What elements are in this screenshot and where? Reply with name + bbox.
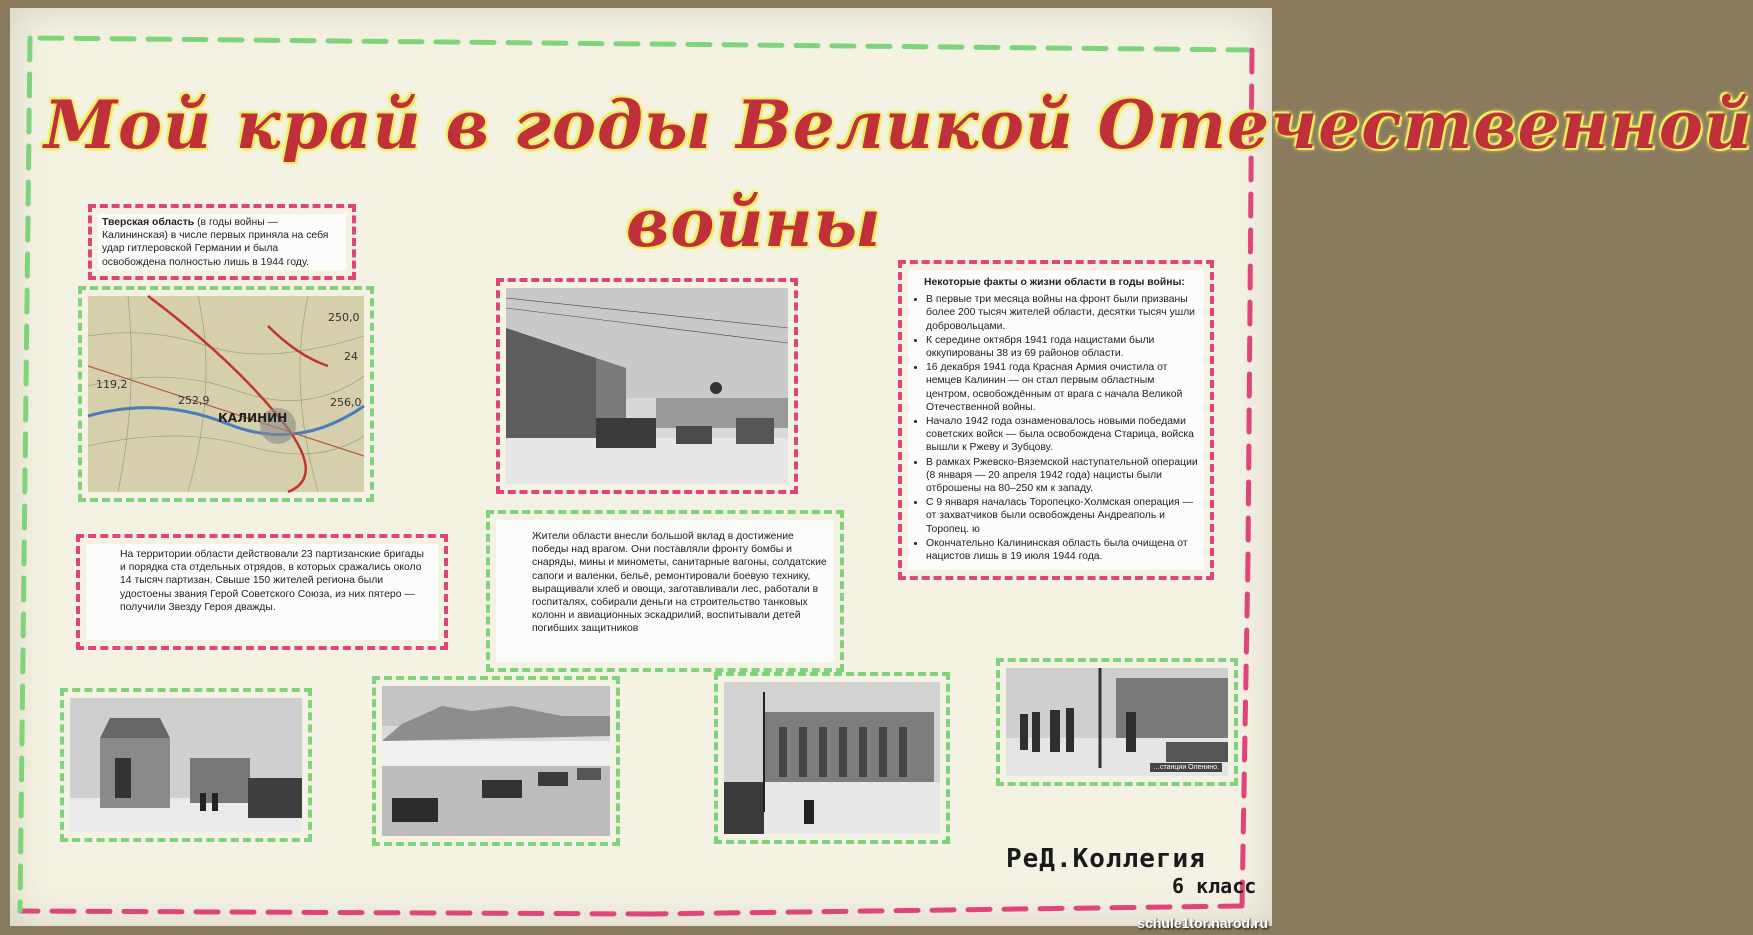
intro-bold: Тверская область [102,217,195,228]
fact-item: • В первые три месяца войны на фронт были призваны более 200 тысяч жителей области, десятки тысяч ушли добровольцами. [926,293,1198,333]
map-drawing [88,296,364,492]
fact-item: • С 9 января началась Торопецко-Холмская операция — от захватчиков были освобождены Андреаполь и Торопец. ю [926,496,1198,536]
fact-item: • Окончательно Калининская область была очищена от нацистов лишь в 19 июля 1944 года. [926,537,1198,563]
fact-item: • К середине октября 1941 года нацистами были оккупированы 38 из 69 районов области. [926,334,1198,360]
contribution-card [496,520,834,662]
signature-line2: 6 класс [1172,874,1257,898]
facts-list [914,293,1198,563]
map-photo [88,296,364,492]
partisans-text: На территории области действовали 23 партизанские бригады и порядка ста отдельных отрядов, в которых сражались около 14 тысяч партизан. Свыше 150 жителей региона были удостоены звания Герой Советского Союза, из них пятеро — получили Звезду Героя дважды. [120,549,424,613]
ruined-church-photo [70,698,302,832]
map-label-5: 24 [344,350,358,363]
intro-text: (в годы войны — Калининская) в числе первых приняла на себя удар гитлеровской Германии и была освобождена полностью лишь в 1944 году. [102,217,329,268]
facts-card [908,270,1204,570]
map-label-4: 256,0 [330,396,362,409]
map-city-label: КАЛИНИН [218,411,288,425]
partisans-card [86,544,438,640]
contribution-text: Жители области внесли большой вклад в достижение победы над врагом. Они поставляли фронту бомбы и снаряды, мины и минометы, санитарные вагоны, солдатские сапоги и валенки, бельё, ремонтировали боевую технику, выращивали хлеб и овощи, заготавливали лес, работали в госпиталях, собирали деньги на строительство танковых колонн и авиационных эскадрилий, воспитывали детей погибших защитников [532,531,827,635]
intro-card [98,214,346,270]
poster-board [10,8,1753,926]
poster-title-line1: Мой край в годы Великой Отечественной [44,86,1753,164]
station-caption: …станции Оленино. [1150,763,1222,772]
map-label-3: 250,0 [328,311,360,324]
watermark: schule1tor.narod.ru [1137,915,1268,931]
fact-item: • 16 декабря 1941 года Красная Армия очистила от немцев Калинин — он стал первым областным центром, освобождённым от врага с начала Великой Отечественной войны. [926,361,1198,414]
station-soldiers-photo [1006,668,1228,776]
fact-item: • Начало 1942 года ознаменовалось новыми победами советских войск — была освобождена Старица, войска вышли к Ржеву и Зубцову. [926,415,1198,455]
poster-title-line2: войны [626,184,882,262]
tanks-street-photo [506,288,788,484]
river-cars-photo [382,686,610,836]
map-label-1: 119,2 [96,378,128,391]
facts-heading: Некоторые факты о жизни области в годы войны: [924,277,1185,288]
ruined-building-photo [724,682,940,834]
signature-line1: РеД.Коллегия [1006,844,1206,874]
map-label-2: 252,9 [178,394,210,407]
fact-item: • В рамках Ржевско-Вяземской наступательной операции (8 января — 20 апреля 1942 года) нацисты были отброшены на 80–250 км к западу. [926,456,1198,496]
